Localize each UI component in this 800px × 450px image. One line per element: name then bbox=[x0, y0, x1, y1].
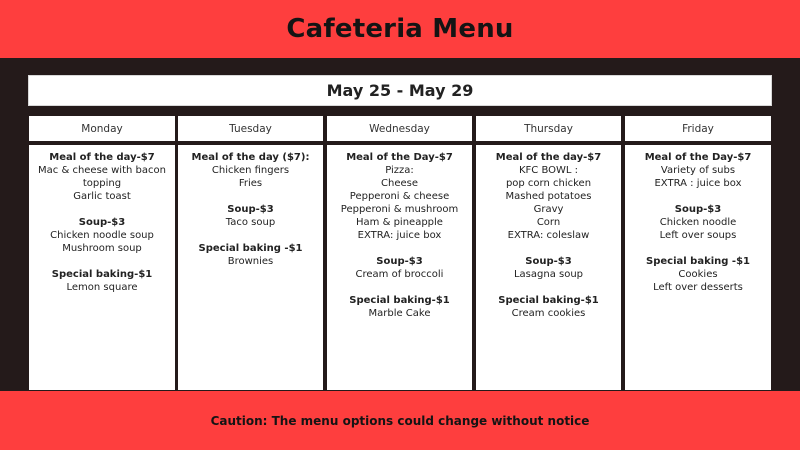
menu-item: Chicken fingers bbox=[211, 165, 290, 176]
menu-item: Corn bbox=[536, 217, 561, 228]
section-spacer bbox=[178, 229, 323, 242]
day-header-wednesday: Wednesday bbox=[327, 116, 472, 141]
section-spacer bbox=[476, 242, 621, 255]
menu-item: Lasagna soup bbox=[513, 269, 584, 280]
menu-column-tuesday bbox=[178, 145, 323, 390]
section-spacer bbox=[327, 242, 472, 255]
section-spacer bbox=[327, 281, 472, 294]
menu-section-heading: Meal of the day-$7 bbox=[49, 152, 155, 163]
section-spacer bbox=[29, 255, 175, 268]
menu-item: Fries bbox=[238, 178, 263, 189]
menu-item: Pizza: bbox=[385, 165, 414, 176]
menu-column-wednesday bbox=[327, 145, 472, 390]
menu-section-heading: Special baking-$1 bbox=[349, 295, 450, 306]
date-range: May 25 - May 29 bbox=[326, 81, 474, 100]
day-header-tuesday: Tuesday bbox=[178, 116, 323, 141]
menu-item: EXTRA : juice box bbox=[654, 178, 742, 189]
menu-item: EXTRA: juice box bbox=[357, 230, 442, 241]
day-header-monday: Monday bbox=[29, 116, 175, 141]
menu-item: pop corn chicken bbox=[505, 178, 592, 189]
menu-column-monday bbox=[29, 145, 175, 390]
header-band bbox=[0, 0, 800, 58]
menu-column-thursday bbox=[476, 145, 621, 390]
menu-column-friday bbox=[625, 145, 771, 390]
menu-section-heading: Meal of the Day-$7 bbox=[346, 152, 453, 163]
menu-section-heading: Meal of the day ($7): bbox=[191, 152, 310, 163]
menu-section-heading: Special baking-$1 bbox=[51, 269, 153, 280]
menu-section-heading: Special baking -$1 bbox=[646, 256, 750, 267]
menu-item: Chicken noodle soup bbox=[50, 230, 154, 241]
menu-item: Cream cookies bbox=[511, 308, 586, 319]
menu-section-heading: Soup-$3 bbox=[227, 204, 274, 215]
menu-section-heading: Special baking-$1 bbox=[498, 295, 599, 306]
menu-section-heading: Soup-$3 bbox=[376, 256, 423, 267]
section-spacer bbox=[625, 190, 771, 203]
menu-item: Cream of broccoli bbox=[355, 269, 444, 280]
section-spacer bbox=[625, 242, 771, 255]
menu-item: Lemon square bbox=[66, 282, 138, 293]
day-header-thursday: Thursday bbox=[476, 116, 621, 141]
menu-item: Garlic toast bbox=[73, 191, 131, 202]
menu-item: Variety of subs bbox=[660, 165, 736, 176]
menu-section-heading: Soup-$3 bbox=[78, 217, 126, 228]
menu-item: KFC BOWL : bbox=[518, 165, 579, 176]
menu-item: Pepperoni & mushroom bbox=[340, 204, 459, 215]
menu-item: Cheese bbox=[381, 178, 418, 189]
menu-item: Mashed potatoes bbox=[505, 191, 592, 202]
menu-item: Pepperoni & cheese bbox=[349, 191, 450, 202]
menu-item: Brownies bbox=[227, 256, 274, 267]
day-header-friday: Friday bbox=[625, 116, 771, 141]
caution-notice: Caution: The menu options could change without notice bbox=[210, 413, 590, 428]
section-spacer bbox=[29, 203, 175, 216]
menu-item: topping bbox=[82, 178, 122, 189]
menu-section-heading: Soup-$3 bbox=[674, 204, 722, 215]
menu-item: Ham & pineapple bbox=[356, 217, 443, 228]
menu-item: Left over desserts bbox=[653, 282, 743, 293]
menu-section-heading: Special baking -$1 bbox=[198, 243, 303, 254]
menu-item: EXTRA: coleslaw bbox=[507, 230, 590, 241]
footer-band bbox=[0, 391, 800, 450]
menu-item: Left over soups bbox=[659, 230, 737, 241]
date-range-bar bbox=[28, 75, 772, 106]
menu-section-heading: Meal of the Day-$7 bbox=[644, 152, 752, 163]
menu-section-heading: Soup-$3 bbox=[525, 256, 572, 267]
menu-item: Cookies bbox=[678, 269, 718, 280]
menu-item: Mac & cheese with bacon bbox=[38, 165, 166, 176]
menu-item: Chicken noodle bbox=[659, 217, 737, 228]
section-spacer bbox=[476, 281, 621, 294]
menu-item: Gravy bbox=[533, 204, 564, 215]
menu-section-heading: Meal of the day-$7 bbox=[495, 152, 602, 163]
section-spacer bbox=[178, 190, 323, 203]
page-title: Cafeteria Menu bbox=[286, 14, 514, 44]
menu-item: Mushroom soup bbox=[62, 243, 142, 254]
menu-item: Marble Cake bbox=[368, 308, 431, 319]
menu-item: Taco soup bbox=[225, 217, 276, 228]
